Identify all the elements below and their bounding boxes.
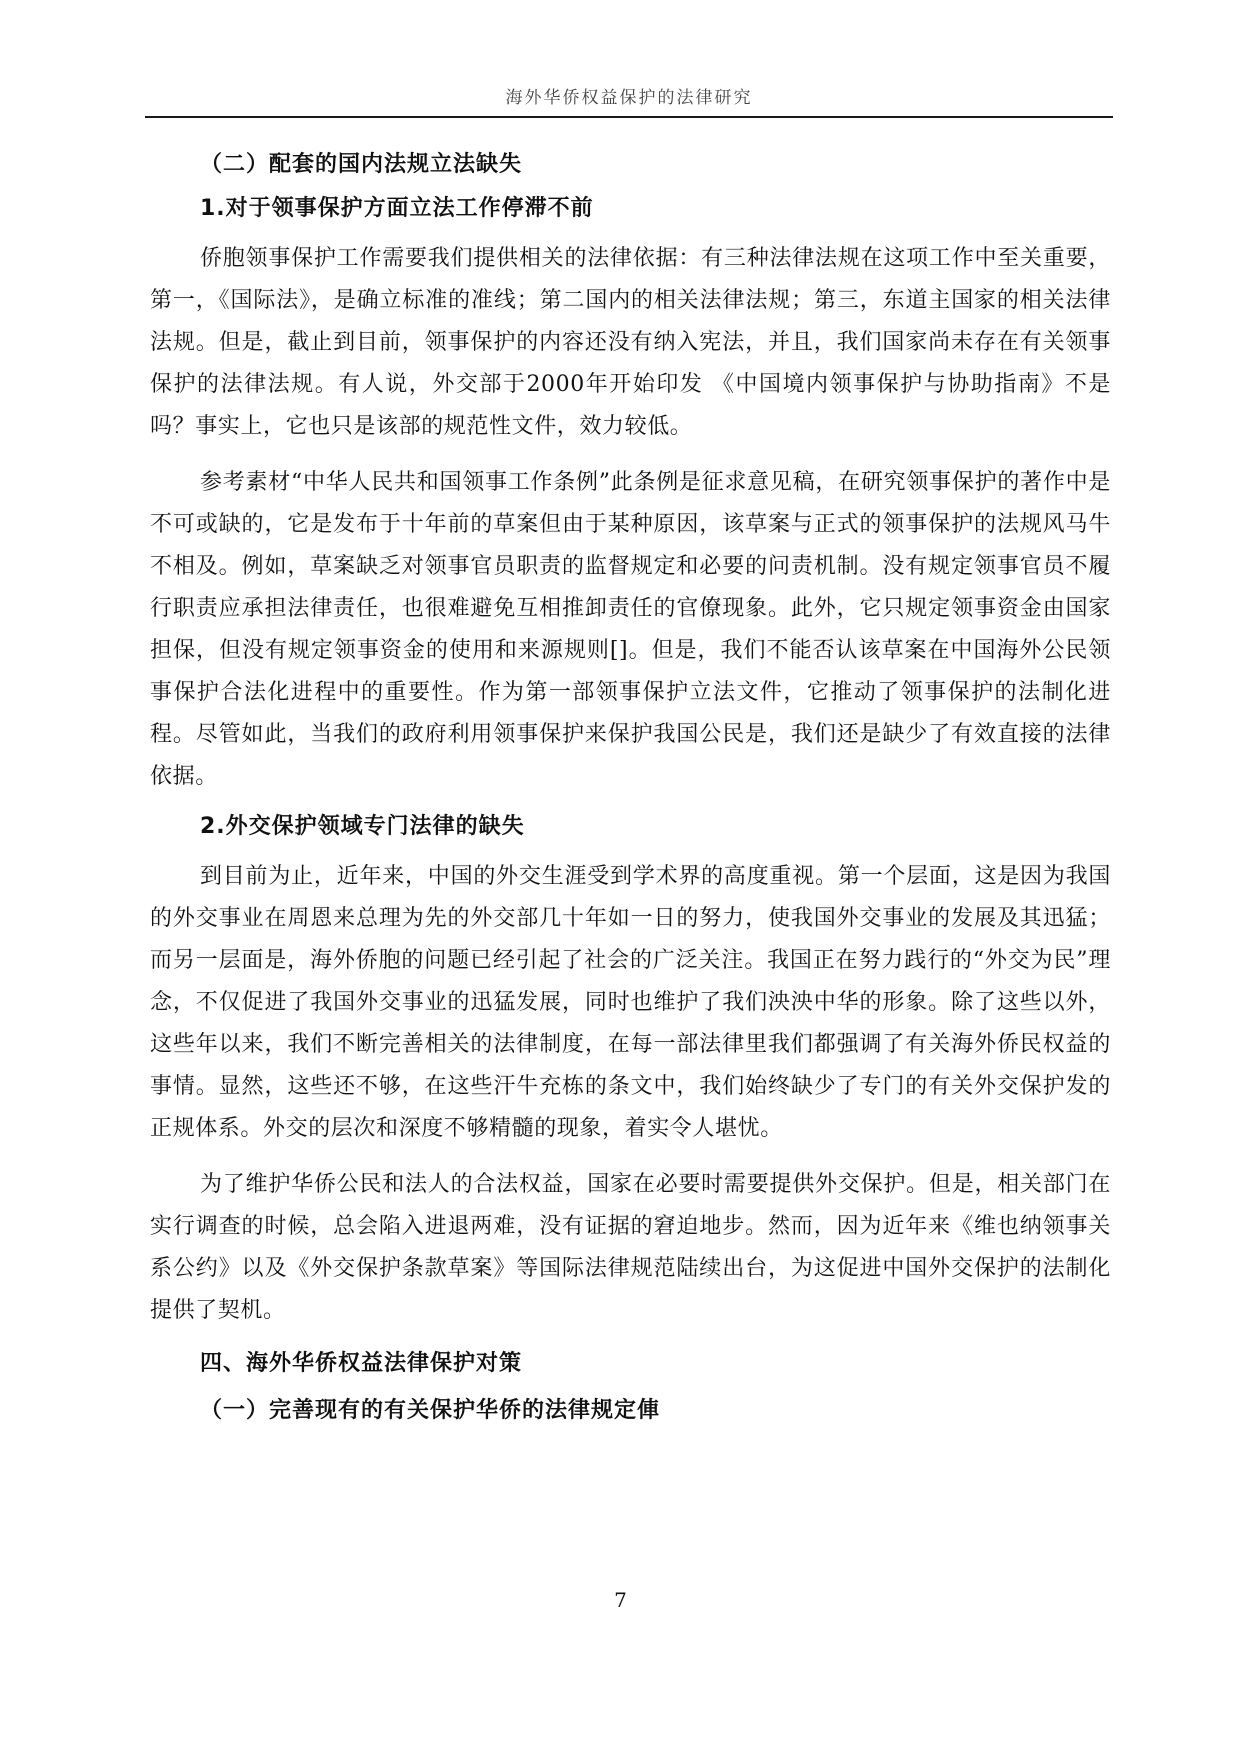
paragraph-4: 为了维护华侨公民和法人的合法权益，国家在必要时需要提供外交保护。但是，相关部门在实行调查的时候，总会陷入进退两难，没有证据的窘迫地步。然而，因为近年来《维也纳领事关系公约》以及《外交保护条款草案》等国际法律规范陆续出台，为这促进中国外交保护的法制化提供了契机。: [150, 1172, 1111, 1323]
subsubsection-heading-1: 1.对于领事保护方面立法工作停滞不前: [200, 196, 594, 221]
running-header-title: 海外华侨权益保护的法律研究: [505, 88, 753, 108]
page-number: [0, 1588, 1241, 1612]
paragraph-1: 侨胞领事保护工作需要我们提供相关的法律依据：有三种法律法规在这项工作中至关重要，第一，《国际法》，是确立标准的准线；第二国内的相关法律法规；第三，东道主国家的相关法律法规。但是，截止到目前，领事保护的内容还没有纳入宪法，并且，我们国家尚未存在有关领事保护的法律法规。有人说，外交部于2000年开始印发 《中国境内领事保护与协助指南》不是吗？事实上，它也只是该部的规范性文件，效力较低。: [150, 246, 1111, 439]
subsubsection-heading-2: 2.外交保护领域专门法律的缺失: [200, 814, 525, 839]
running-header: [145, 84, 1113, 118]
paragraph-3: 到目前为止，近年来，中国的外交生涯受到学术界的高度重视。第一个层面，这是因为我国的外交事业在周恩来总理为先的外交部几十年如一日的努力，使我国外交事业的发展及其迅猛；而另一层面是，海外侨胞的问题已经引起了社会的广泛关注。我国正在努力践行的“外交为民”理念，不仅促进了我国外交事业的迅猛发展，同时也维护了我们泱泱中华的形象。除了这些以外，这些年以来，我们不断完善相关的法律制度，在每一部法律里我们都强调了有关海外侨民权益的事情。显然，这些还不够，在这些汗牛充栋的条文中，我们始终缺少了专门的有关外交保护发的正规体系。外交的层次和深度不够精髓的现象，着实令人堪忧。: [150, 864, 1111, 1141]
subsection-heading-2: （二）配套的国内法规立法缺失: [200, 152, 523, 177]
section-heading-4: 四、海外华侨权益法律保护对策: [200, 1351, 523, 1376]
subsection-heading-1: （一）完善现有的有关保护华侨的法律规定俥: [200, 1398, 661, 1423]
page-number-text: 7: [614, 1588, 627, 1612]
page-body: [150, 150, 1111, 1426]
paragraph-2: 参考素材“中华人民共和国领事工作条例”此条例是征求意见稿，在研究领事保护的著作中是不可或缺的，它是发布于十年前的草案但由于某种原因，该草案与正式的领事保护的法规风马牛不相及。例如，草案缺乏对领事官员职责的监督规定和必要的问责机制。没有规定领事官员不履行职责应承担法律责任，也很难避免互相推卸责任的官僚现象。此外，它只规定领事资金由国家担保，但没有规定领事资金的使用和来源规则[]。但是，我们不能否认该草案在中国海外公民领事保护合法化进程中的重要性。作为第一部领事保护立法文件，它推动了领事保护的法制化进程。尽管如此，当我们的政府利用领事保护来保护我国公民是，我们还是缺少了有效直接的法律依据。: [150, 470, 1111, 789]
